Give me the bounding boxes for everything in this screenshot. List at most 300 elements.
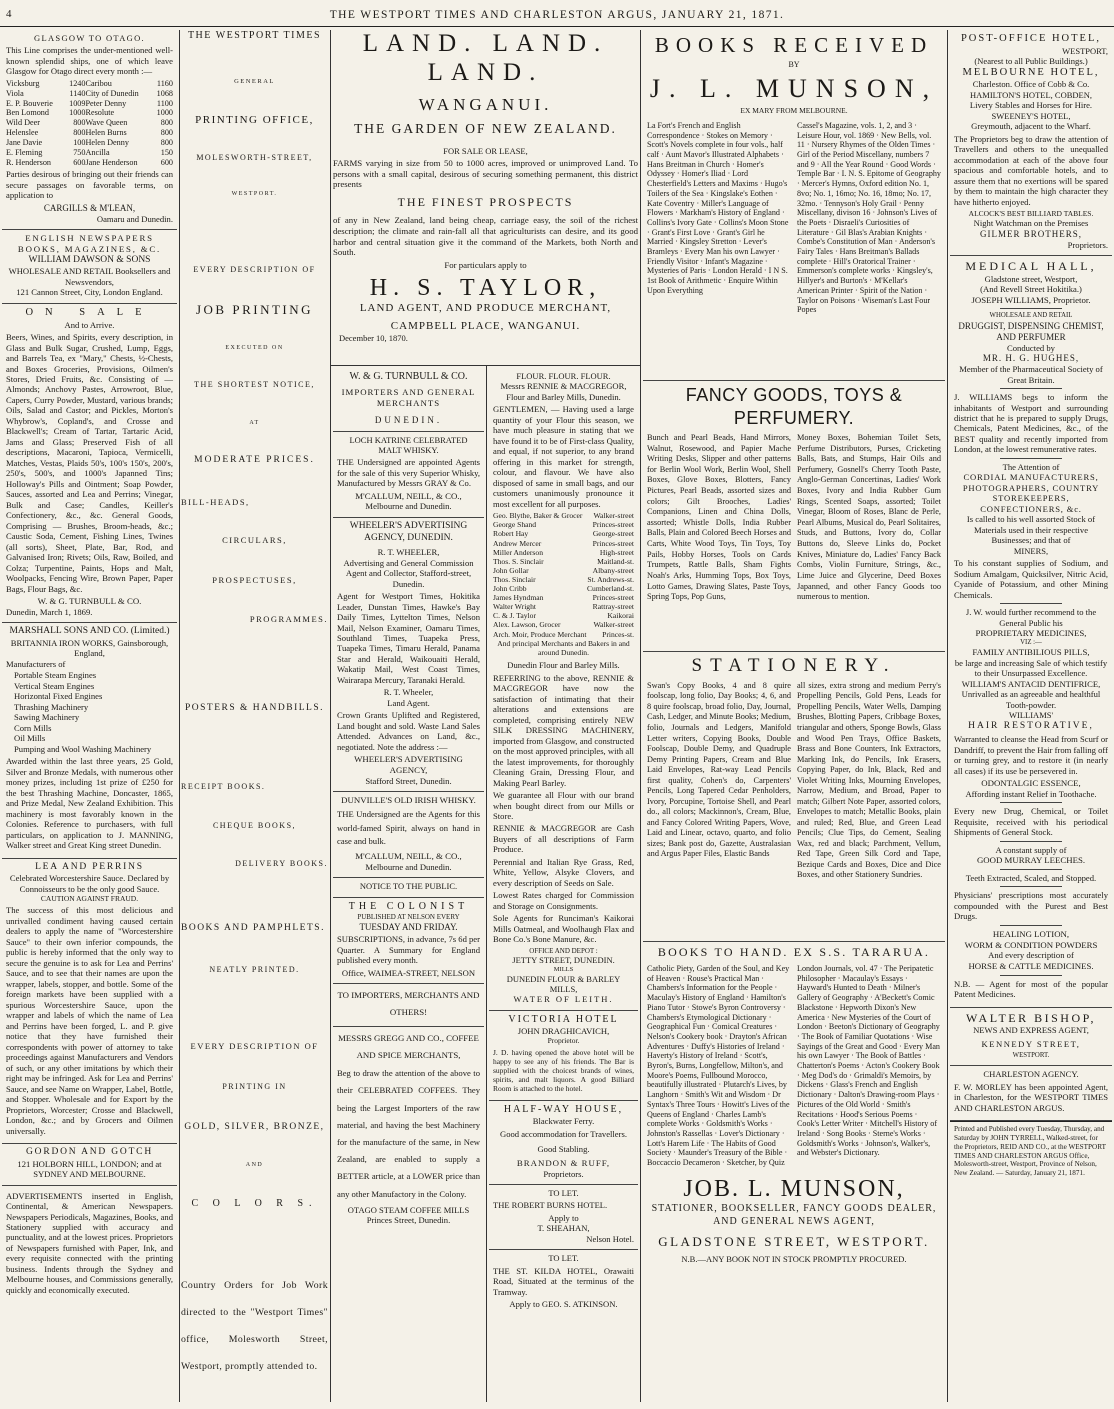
marshall-item: Thrashing Machinery [14, 701, 89, 712]
ship-name: Vicksburg [6, 78, 40, 88]
marshall-item: Portable Steam Engines [14, 670, 97, 681]
signatory-row [493, 520, 634, 529]
signatory-name: John Gollar [493, 565, 529, 575]
ship-name: Caribou [85, 78, 112, 88]
marshall-title: MARSHALL SONS AND CO. (Limited.) [9, 626, 170, 637]
marshall-item: Horizontal Fixed Engines [14, 691, 103, 702]
books-by: BY [788, 60, 800, 70]
signatory-name: Geo. Blythe, Baker & Grocer [493, 511, 583, 521]
ship-name: Helen Denny [85, 137, 129, 147]
land-body: of any in New Zealand, land being cheap, carriage easy, the soil of the richest description; the climate and rain-fall all that agriculturists can desire, and its good harbor and central situation give it the command of the Markets, both North and South. [333, 215, 638, 258]
wheeler-role2: Land Agent. [387, 697, 430, 708]
on-sale-sign: W. & G. TURNBULL & CO. [37, 596, 142, 607]
mh-horse: HORSE & CATTLE MEDICINES. [968, 960, 1094, 971]
signatory-name: Thos. S. Sinclair [493, 556, 544, 566]
stationery-left-text: Swan's Copy Books, 4 and 8 quire foolscap, long folio, Day Books; 4, 6, and 8 quire foolscap, broad folio, Day, Journal, Cash, Ledger, and Minute Books; Medium, folio, Journals and Ledgers, Manifold Letter writers, Copying Books, Double Foolscap, Double Demy, and Quadruple Demy Printing Papers, Cream and Blue Laid Envelopes, Rat-way Lead Pencils first quality, Cohen's do, Carpenters' Pencils, Long Tapered Cedar Penholders, Ivory, Porcupine, Tortoise Shell, and Pearl do., all colors; Mackinnon's, Cream, Blue, and Fancy Colored Writing Papers, Wove, Laid and Linear, octavo, quarto, and folio sizes; Bank post do, Gazette, Australasian and Argus Paper Files, Elastic Bands [647, 680, 791, 859]
mh-and: (And Revell Street Hokitika.) [980, 284, 1082, 295]
ship-row [6, 158, 173, 168]
lea-title: LEA AND PERRINS [35, 861, 144, 872]
ship-name: Wave Queen [85, 118, 128, 128]
wt-posters: POSTERS & HANDBILLS. [185, 703, 324, 713]
mh-sub: Gladstone street, Westport, [984, 273, 1078, 284]
victoria-name: JOHN DRAGHICAVICH, [517, 1025, 610, 1036]
wt-colors: C O L O R S. [191, 1198, 318, 1209]
signatory-name: Alex. Lawson, Grocer [493, 620, 561, 630]
bishop-town: WESTPORT. [1012, 1052, 1050, 1060]
gregg-place: Princes Street, Dunedin. [366, 1215, 451, 1226]
wt-street: MOLESWORTH-STREET, [196, 153, 313, 162]
ship-tonnage: 1100 [156, 98, 173, 108]
tolet1-body: THE ROBERT BURNS HOTEL. [493, 1200, 608, 1211]
importers-ad: TO IMPORTERS, MERCHANTS AND OTHERS! [333, 984, 484, 1026]
mh-pills-body: be large and increasing Sale of which testify to their Unsurpassed Excellence. [954, 657, 1108, 679]
bishop-street: KENNEDY STREET, [981, 1038, 1081, 1049]
wt-neatly: NEATLY PRINTED. [209, 965, 300, 974]
colonist-office: Office, WAIMEA-STREET, NELSON [341, 967, 476, 978]
tararua-role: STATIONER, BOOKSELLER, FANCY GOODS DEALER, AND GENERAL NEWS AGENT, [651, 1203, 937, 1227]
masthead-title: THE WESTPORT TIMES AND CHARLESTON ARGUS, JANUARY 21, 1871. [329, 9, 785, 21]
wheeler-body: Agent for Westport Times, Hokitika Leader, Dunstan Times, Hawke's Bay Daily Times, Lyttelton Times, Nelson Mail, Nelson Examiner, Oamaru Times, Southland Times, Tuapeka Press, Tuapeka Times, Timaru Herald, Panama Star and Herald, Waikouaiti Herald, Wakatip Mail, West Coast Times, Wairarapa Mercury, Taranaki Herald. [337, 591, 480, 685]
ship-name: Ancilla [85, 147, 110, 157]
adverts-body: ADVERTISEMENTS inserted in English, Continental, & American Newspapers. Newspapers Periodicals, Magazines, Books, and Stationery supplied with accuracy and punctuality, and at the lowest prices. Proprietors of Newspapers furnished with Paper, Ink, and every requisite connected with the printing business. Indents through the Sydney and Melbourne houses, and Commissions generally, quickly and economically executed. [6, 1190, 173, 1295]
books-right-list: Cassel's Magazine, vols. 1, 2, and 3 · Leisure Hour, vol. 1869 · New Bells, vol. 11 · Nursery Rhymes of the Olden Times · Girl of the Period Miscellany, numbers 7 and 9 · All the Year Round · Good Words · Temple Bar · I. N. S. Epitome of Geography · Mercer's Hymns, Oxford edition No. 1, 8vo; No. 1, 16mo; No. 16, 18mo; No. 17, 32mo. · Tennyson's Holy Grail · Penny Miscellany, divison 16 · Johnson's Lives of the Poets · Disraeli's Curiosities of Literature · Gil Blas's Arabian Knights · Combe's Constitution of Man · Anderson's Fairy Tales · Hans Breitman's Ballads complete · Hill's Oratorical Trainer · Emmerson's complete works · Kingsley's, Hillyer's and Burton's · M'Kellar's American Printer · Spirit of the Nation · Taylor on Poisons · Wiseman's Last Four Popes [797, 120, 941, 315]
ship-name: Ben Lomond [6, 108, 49, 118]
turnbull-town: DUNEDIN. [374, 414, 443, 425]
mh-leeches1: A constant supply of [995, 844, 1067, 855]
signatory-street: Walker-street [593, 620, 634, 630]
charleston-title: CHARLESTON AGENCY. [983, 1069, 1079, 1080]
on-sale-date: Dunedin, March 1, 1869. [6, 606, 93, 617]
loch-katrine-ad [333, 432, 484, 518]
mh-nb: N.B. — Agent for most of the popular Patent Medicines. [954, 978, 1108, 1000]
column-rule [179, 30, 180, 1402]
english-name: WILLIAM DAWSON & SONS [28, 254, 151, 265]
mh-name: JOSEPH WILLIAMS, Proprietor. [971, 294, 1091, 305]
signatory-row [493, 602, 634, 611]
bishop-title: WALTER BISHOP, [966, 1010, 1096, 1025]
halfway-body: Good accommodation for Travellers. Good Stabling. [500, 1128, 627, 1155]
signatory-name: C. & J. Taylor [493, 611, 536, 621]
on-sale-sub: And to Arrive. [64, 319, 115, 330]
english-sub: WHOLESALE AND RETAIL Booksellers and Newsvendors, [8, 266, 171, 287]
signatory-row [493, 630, 634, 639]
ship-tonnage: 1140 [69, 88, 86, 98]
flour-dunedin: DUNEDIN FLOUR & BARLEY MILLS, [506, 973, 621, 994]
wt-executed: EXECUTED ON [225, 345, 284, 351]
flour-body5: Perennial and Italian Rye Grass, Red, White, Yellow, Alsyke Clovers, and every description of Seeds on Sale. [493, 856, 634, 888]
po-town: WESTPORT, [1062, 45, 1108, 56]
glasgow-agent: CARGILLS & M'LEAN, [43, 202, 136, 213]
halfway-sub: Blackwater Ferry. [532, 1116, 595, 1127]
ship-name: Helen Burns [85, 128, 127, 138]
ship-tonnage: 800 [73, 128, 86, 138]
mh-new-drug: Every new Drug, Chemical, or Toilet Requisite, received with his periodical Shipments of General Stock. [954, 806, 1108, 838]
land-garden: THE GARDEN OF NEW ZEALAND. [354, 120, 617, 136]
marshall-list [6, 670, 173, 754]
marshall-manuf: Manufacturers of [6, 658, 66, 669]
signatory-street: Princes-street [592, 538, 634, 548]
wt-moderate: MODERATE PRICES. [194, 455, 315, 465]
ship-name: City of Dunedin [85, 88, 139, 98]
po-gilmer: GILMER BROTHERS, [979, 228, 1082, 239]
english-newspapers-ad [2, 230, 177, 303]
flour-office: OFFICE AND DEPOT : [529, 946, 598, 955]
fancy-right-text: Money Boxes, Bohemian Toilet Sets, Perfume Distributors, Purses, Cricketing Balls, Bats, and Stumps, Hair Oils and Perfumery, Gosnell's Cherry Tooth Paste, Anglo-German Concertinas, Ladies' Work Boxes, Ivory and India Rubber Gum Rings, Scented Soaps, assorted; Toilet Vinegar, Bloom of Roses, Blanc de Perle, Pearl Albums, Musical do, Pearl Solitaires, Studs, and Buttons, Ivory do, Collar Buttons do, Sleeve Links do, Pocket Knives, Miniature do, Ladies' Fancy Back Combs, Violin Furniture, Strings, &c., Lime Juice and Glycerine, Deed Boxes Japanned, and other Fancy Goods too numerous to mention. [797, 433, 941, 602]
column-3b [489, 368, 638, 1402]
ships-table [6, 79, 173, 168]
wheeler-body2: Crown Grants Uplifted and Registered, Land bought and sold. Waste Land Sales Attended. Advances on Land, &c., negotiated. Note the address :— [337, 710, 480, 752]
halfway-title: HALF-WAY HOUSE, [503, 1104, 624, 1116]
column-3a [333, 368, 484, 1402]
post-office-hotel-ad [950, 30, 1112, 256]
signatory-street: St. Andrews-st. [587, 574, 634, 584]
english-address: 121 Cannon Street, City, London England. [16, 287, 163, 298]
wt-printing-in: PRINTING IN [222, 1082, 287, 1091]
ship-tonnage: 600 [73, 157, 86, 167]
wt-general: GENERAL [234, 78, 275, 85]
flour-signatories [493, 511, 634, 639]
mh-dentifrice: WILLIAM'S ANTACID DENTIFRICE, Unrivalled as an agreeable and healthful Tooth-powder. [961, 678, 1101, 710]
imprint: Printed and Published every Tuesday, Thursday, and Saturday by JOHN TYRRELL, Walked-street, for the Proprietors, REID AND CO., at the WESTPORT TIMES AND CHARLESTON ARGUS Office, Molesworth-street, Westport, Province of Nelson, New Zealand. — Saturday, January 21, 1871. [950, 1121, 1112, 1183]
ship-name: E. Fleming [6, 147, 43, 157]
land-apply: For particulars apply to [444, 260, 527, 271]
wt-gold: GOLD, SILVER, BRONZE, [184, 1122, 325, 1132]
flour-title: FLOUR. FLOUR. FLOUR. [516, 371, 611, 381]
bishop-sub: NEWS AND EXPRESS AGENT, [973, 1025, 1089, 1036]
signatory-street: Kaikorai [607, 611, 634, 621]
ship-row [6, 79, 173, 89]
wt-printing-office: PRINTING OFFICE, [195, 114, 314, 126]
mh-odont: ODONTALGIC ESSENCE, [981, 778, 1081, 789]
ship-tonnage: 800 [160, 137, 173, 147]
victoria-role: Proprietor. [547, 1036, 580, 1046]
medical-hall-ad [950, 256, 1112, 1007]
wt-delivery: DELIVERY BOOKS. [235, 859, 328, 868]
ship-tonnage: 150 [160, 147, 173, 157]
glasgow-place: Oamaru and Dunedin. [96, 213, 173, 224]
tolet2-title: TO LET. [548, 1253, 579, 1264]
marshall-ad [2, 623, 177, 858]
books-received-ad [643, 30, 945, 381]
wt-shortest: THE SHORTEST NOTICE, [194, 380, 315, 389]
flour-leith: WATER OF LEITH. [513, 994, 614, 1005]
signatory-street: Walker-street [593, 511, 634, 521]
column-1 [2, 30, 177, 1402]
wt-books-pamphlets: BOOKS AND PAMPHLETS. [181, 923, 325, 933]
walter-bishop-ad [950, 1008, 1112, 1067]
lea-body: The success of this most delicious and unrivalled condiment having caused certain dealers to apply the name of "Worcestershire Sauce" to their own inferior compounds, the public is hereby informed that the only way to secure the genuine is to ask for Lea and Perrins' Sauce, and to see that their names are upon the wrapper, labels, stopper, and bottle. Some of the foreign markets have been supplied with a spurious Worcestershire Sauce, upon the wrapper and labels of which the name of Lea and Perrins have been forged, L. and P. give notice that they have furnished their correspondents with power of attorney to take proceedings against Manufacturers and Vendors of such, or any other imitations by which their right may be infringed. Ask for Lea and Perrins' Sauce, and see Name on Wrapper, Label, Bottle, and Stopper. Wholesale and for Export by the Proprietors, Worcester; Crosse and Blackwell, London, &c.; and by Grocers and Oilmen universally. [6, 905, 173, 1136]
tolet1-apply: Apply to [548, 1212, 579, 1223]
glasgow-footer: Parties desirous of bringing out their friends can secure passages on favorable terms, on application to [6, 169, 173, 201]
wt-job-printing: JOB PRINTING [195, 302, 314, 317]
inner-column-rule [486, 365, 487, 1402]
lea-sub: Celebrated Worcestershire Sauce. Declared by Connoisseurs to be the only good Sauce. [9, 873, 170, 894]
fancy-title: FANCY GOODS, TOYS & PERFUMERY. [685, 385, 903, 428]
mh-cordial: CORDIAL MANUFACTURERS, PHOTOGRAPHERS, COUNTRY STOREKEEPERS, CONFECTIONERS, &c. [962, 472, 1100, 514]
tararua-place: GLADSTONE STREET, WESTPORT. [658, 1233, 930, 1249]
ship-tonnage: 1000 [156, 108, 173, 118]
halfway-house-ad [489, 1101, 638, 1185]
po-melb: MELBOURNE HOTEL, [962, 66, 1100, 78]
tararua-left-list: Catholic Piety, Garden of the Soul, and Key of Heaven · Rouse's Practical Man · Chambers's Information for the People · Maculay's History of England · Hamilton's Piano Tutor · Stowe's Byron Controversy · Chambers's Etymological Dictionary · Geographical Fun · Comical Creatures · Nelson's Cookery book · Drayton's African Adventures · Duffy's Histories of Ireland · Haverty's History of Ireland · Scott's, Byron's, Burns, Longfellow, Milton's, and Moore's Poems, Fullbound Morocco, beautifully illustrated · Plutarch's Lives, by Langhorn · Smith's Wit and Wisdom · Dr Syntax's Three Tours · Howitt's Lives of the Queens of England · Charles Lamb's complete Works · Goldsmith's Works · Johnston's Rassellas · Lover's Dictionary · Lott's Harem Life · The Habits of Good Society · Maunder's Treasury of the Bible · Boccaccio Decameron · Sketcher, by Quiz [647, 964, 790, 1168]
land-date: December 10, 1870. [339, 333, 408, 344]
books-left-list: La Fort's French and English Correspondence · Stokes on Memory · Scott's Novels complete in four vols., half calf · Aunt Mavor's Illustrated Alphabets · Hans Breitman in Church · Homer's Odyssey · Homer's Iliad · Lord Chesterfield's Letters and Maxims · Hugo's Toilers of the Sea · Kingslake's Eothen · Kate Coventry · Miller's Language of Flowers · Markham's History of England · Collins's Ivory Gate · Collins's Moon Stone · Grant's First Love · Grant's Girl he Married · Kingsley Stretton · Lever's Bramleys · Every Man his own Lawyer · Friendly Visitor · Infant's Magazine · Mysteries of Paris · London Herald · I N S. 1st Book of Arithmetic · Enquire Within Upon Everything [647, 120, 789, 295]
tolet1-title: TO LET. [548, 1188, 579, 1199]
mh-teeth: Teeth Extracted, Scaled, and Stopped. [965, 872, 1097, 883]
signatory-row [493, 584, 634, 593]
flour-sub: Messrs RENNIE & MACGREGOR, Flour and Barley Mills, Dunedin. [500, 381, 627, 402]
mh-called: Is called to his well assorted Stock of Materials used in their respective Businesses; and that of [966, 514, 1096, 546]
ship-name: Jane Henderson [85, 157, 138, 167]
marshall-item: Pumping and Wool Washing Machinery [14, 743, 152, 754]
page-number: 4 [6, 8, 12, 20]
tolet2-apply: Apply to GEO. S. ATKINSON. [509, 1299, 618, 1309]
stationery-ad [643, 652, 945, 942]
marshall-item: Corn Mills [14, 722, 52, 733]
mh-body: J. WILLIAMS begs to inform the inhabitants of Westport and surrounding district that he is prepared to supply Drugs, Chemicals, Patent Medicines, &c., of the BEST quality and recently imported from London, at the lowest remunerative rates. [954, 392, 1108, 455]
column-6 [950, 30, 1112, 1402]
land-name: H. S. TAYLOR, [369, 274, 602, 301]
ship-tonnage: 1000 [69, 108, 86, 118]
ship-tonnage: 600 [160, 157, 173, 167]
column-rule [330, 30, 331, 1402]
mh-odont-body: Affording instant Relief in Toothache. [965, 788, 1097, 799]
signatory-name: George Shand [493, 520, 537, 530]
colonist-body: SUBSCRIPTIONS, in advance, 7s 6d per Quarter. A Summary for England published every month. [337, 934, 480, 966]
signatory-name: Arch. Moir, Produce Merchant [493, 629, 587, 639]
mh-member: Member of the Pharmaceutical Society of Great Britain. [959, 364, 1103, 385]
wt-programmes: PROGRAMMES. [249, 614, 328, 624]
ship-row [6, 118, 173, 128]
wt-country: Country Orders for Job Work directed to the "Westport Times" office, Molesworth Street, Westport, promptly attended to. [181, 1280, 328, 1372]
flour-mills2: MILLS [553, 965, 574, 973]
tolet1-place: Nelson Hotel. [586, 1233, 634, 1244]
signatory-street: George-street [592, 529, 634, 539]
dunville-title: DUNVILLE'S OLD IRISH WHISKY. [341, 795, 476, 806]
ship-tonnage: 100 [73, 137, 86, 147]
land-farms: FARMS varying in size from 50 to 1000 acres, improved or unimproved Land. To persons with a small capital, desirous of securing something permanent, this district presents [333, 157, 638, 190]
ship-name: Jane Davie [6, 137, 43, 147]
marshall-item: Vertical Steam Engines [14, 680, 95, 691]
tararua-right-list: London Journals, vol. 47 · The Peripatetic Philosopher · Macaulay's Essays · Hayward's Hunted to Death · Milner's Gallery of Geography · A'Beckett's Comic Blackstone · Hepworth Dixon's New America · New Mysteries of the Court of London · Beeton's Dictionary of Geography · The Book of Familiar Quotations · Wise Sayings of the Great and Good · Every Man his own Lawyer · The Book of Battles · Chatterton's Poems · Acton's Cookery Book · Meg Dod's do · Grimaldi's Memoirs, by Dickens · Glass's French and English Dictionary · Dalton's Drawing-room Plays · Pictures of the Old World · Smith's Recitations · Hood's Serious Poems · Cook's Letter Writer · Mitchell's History of Ireland · Song Books · Sterne's Works · Goldsmith's Works · Johnson's, Walker's, and Webster's Dictionary. [797, 964, 940, 1158]
gregg-ad [333, 1027, 484, 1231]
signatory-street: Cumberland-st. [586, 584, 634, 594]
land-finest: THE FINEST PROSPECTS [397, 195, 574, 210]
tararua-nb: N.B.—ANY BOOK NOT IN STOCK PROMPTLY PROCURED. [681, 1253, 907, 1264]
wheeler-title2: WHEELER'S ADVERTISING AGENCY, [354, 754, 463, 776]
on-sale-body: Beers, Wines, and Spirits, every description, in Glass and Bulk Sugar, Crushed, Lump, Eggs, and Barrels Tea, ex "Mary," Chests, ½-Chests, and Boxes Groceries, Provisions, Oilmen's Stores, Dried Fruits, &c. Consisting of — Almonds; Anchovy Pastes, Arrowroot, Blue, Capers, Curry Powder, Mustard, various brands; Oils, Salad and Castor; and Pickles, Morton's Whybrow's, Copland's, and Crosse and Blackwell's; Cream of Tartar, Tartaric Acid, Jams and Glass; Preserved Fish of all descriptions, Macaroni, Tapioca, Vermicelli, Matches, Vestas, Plaids 50's, 100's 150's, 200's, 250's, 500's, and 1000's Japanned Tins; Holloway's Pills and Ointment; Soap Powder, Sauces, assorted and Lea and Perrins; Vinegar, Bulk and Case; Candles, Keiller's Confectionery, &c., &c. General Goods, Comprising — Brushes, Broom-heads, &c.; Caustic Soda, Cement, Fishing Lines, Twines (all sorts), Sheet, Plate, Bar, Rod, and Galvanised Iron; Rivets; Oils, Raw, Boiled, and Colza; Turpentine, Paints, Hops and Malt, Woolpacks, Fencing Wire, Brown Paper, Paper Bags, Flour Bags, &c. [6, 332, 173, 594]
wt-title: THE WESTPORT TIMES [187, 30, 322, 41]
to-let-1-ad [489, 1185, 638, 1250]
po-sub: (Nearest to all Public Buildings.) [974, 56, 1088, 67]
ship-name: Wild Deer [6, 118, 40, 128]
po-role: Proprietors. [1067, 239, 1108, 250]
wt-cheque: CHEQUE BOOKS, [212, 821, 297, 830]
ship-name: Viola [6, 88, 24, 98]
ship-tonnage: 1009 [69, 98, 86, 108]
stationery-right-text: all sizes, extra strong and medium Perry's Propelling Pencils, Gold Pens, Leads for Propelling Pencils, Water Wells, Damping Brushes, Blotting Papers, Cribbage Boxes, triangular and others, Sponge Bowls, Glass and Wood Pen Trays, Office Baskets, Brass and Bone Counters, Ink Extractors, Marking Ink, do Pencils, Ink Erasers, Copying Paper, do Ink, Black, Red and Violet Writing Inks, Mourning Envelopes, Narrow, Medium, and Broad, Paper to match; Gilbert Note Paper, assorted colors, Envelopes to match; Metallic Books, plain and ruled; Red, Blue, and Green Lead Pencils; Clue Tips, do Cement, Sealing Wax, red and black; Parchment, Vellum, Red Tape, Green Silk Cord and Tape, Bezique Cards and Boxes, Dice and Dice Boxes, and other Stationery Sundries. [797, 680, 941, 880]
po-sweeney-sub: Greymouth, adjacent to the Wharf. [971, 121, 1091, 132]
dunville-sign: M'CALLUM, NEILL, & CO., [355, 851, 462, 862]
colonist-sub: PUBLISHED AT NELSON EVERY [357, 912, 460, 921]
tararua-ad [643, 942, 945, 1269]
mh-healing: HEALING LOTION, [992, 928, 1070, 939]
wt-circulars: CIRCULARS, [222, 535, 287, 545]
colonist-title: THE COLONIST [348, 900, 469, 912]
column-2 [181, 30, 328, 1402]
printing-office-ad [181, 30, 328, 1402]
mh-wr: WHOLESALE AND RETAIL [989, 312, 1073, 320]
advertisements-ad [2, 1186, 177, 1303]
signatory-name: Andrew Mercer [493, 538, 542, 548]
ship-name: Peter Denny [85, 98, 127, 108]
signatory-row [493, 611, 634, 620]
english-title: ENGLISH NEWSPAPERS BOOKS, MAGAZINES, &C. [17, 233, 162, 255]
signatory-row [493, 548, 634, 557]
wt-at: AT [249, 420, 260, 426]
wheeler-name2: R. T. Wheeler, [383, 687, 434, 698]
dunville-ad [333, 792, 484, 878]
po-title: POST-OFFICE HOTEL, [960, 33, 1102, 44]
mh-title: MEDICAL HALL, [965, 259, 1097, 274]
ship-name: Resolute [85, 108, 115, 118]
signatory-street: Maitland-st. [597, 556, 634, 566]
signatory-street: Princes-street [592, 520, 634, 530]
books-name: J. L. MUNSON, [649, 73, 939, 103]
signatory-row [493, 557, 634, 566]
colonist-days: TUESDAY AND FRIDAY. [359, 921, 458, 932]
turnbull-title: W. & G. TURNBULL & CO. [349, 371, 468, 382]
signatory-row [493, 529, 634, 538]
po-melb-sub: Charleston. Office of Cobb & Co. [972, 79, 1090, 90]
signatory-name: Robert Hay [493, 529, 529, 539]
glasgow-body: This Line comprises the under-mentioned well-known splendid ships, one of which leave Glasgow for Otago direct every month :— [6, 45, 173, 77]
wt-town: WESTPORT. [231, 191, 278, 197]
po-hamilton: HAMILTON'S HOTEL, COBDEN, [970, 89, 1092, 100]
land-place: CAMPBELL PLACE, WANGANUI. [390, 319, 581, 332]
on-sale-ad [2, 304, 177, 624]
mh-proprietary: PROPRIETARY MEDICINES, [975, 628, 1087, 639]
tolet2-body: THE ST. KILDA HOTEL, Orawaiti Road, Situated at the terminus of the Tramway. [493, 1265, 634, 1297]
wt-and: AND [245, 1162, 264, 1168]
mh-every: And every description of [988, 950, 1074, 961]
land-title: LAND. LAND. LAND. [362, 30, 609, 86]
flour-body2: REFERRING to the above, RENNIE & MACGREGOR have now the satisfaction of intimating that their alterations and extensions are completed, comprising entirely NEW SILK DRESSING MACHINERY, imported from Glasgow, and constructed on the most approved principles, with all the latest improvements, for thoroughly Cleaning Grain, Dressing Flour, and Making Pearl Barley. [493, 672, 634, 788]
gordon-address: 121 HOLBORN HILL, LONDON; and at SYDNEY AND MELBOURNE. [17, 1158, 162, 1180]
tararua-title: BOOKS TO HAND. EX S.S. TARARUA. [657, 945, 931, 959]
mh-miners: MINERS, [1013, 545, 1049, 556]
wt-every2: EVERY DESCRIPTION OF [190, 1041, 319, 1051]
books-sub: EX MARY FROM MELBOURNE. [740, 105, 848, 115]
halfway-name: BRANDON & RUFF, [516, 1157, 611, 1168]
wt-billheads: BILL-HEADS, [181, 497, 250, 507]
flour-body4: RENNIE & MACGREGOR are Cash Buyers of all descriptions of Farm Produce. [493, 823, 634, 855]
mh-conducted: Conducted by [1007, 342, 1055, 353]
ship-name: R. Henderson [6, 157, 52, 167]
po-alcock: ALCOCK'S BEST BILLIARD TABLES. [968, 209, 1094, 218]
signatory-street: Princes-street [592, 593, 634, 603]
signatory-street: Princes-st. [602, 629, 634, 639]
mh-worm: WORM & CONDITION POWDERS [964, 939, 1098, 950]
gordon-gotch-ad [2, 1144, 177, 1186]
masthead [0, 6, 1114, 27]
ship-name: Helenslee [6, 128, 39, 138]
loch-title: LOCH KATRINE CELEBRATED MALT WHISKY. [349, 434, 468, 455]
ship-row [6, 138, 173, 148]
signatory-name: Walter Wright [493, 602, 537, 612]
wheeler-ad [333, 518, 484, 792]
signatory-row [493, 575, 634, 584]
tararua-name: JOB. L. MUNSON, [683, 1175, 905, 1202]
wheeler-title: WHEELER'S ADVERTISING AGENCY, DUNEDIN. [349, 520, 468, 543]
ship-name: E. P. Bouverie [6, 98, 53, 108]
land-ad [333, 30, 638, 360]
ship-tonnage: 1068 [156, 88, 173, 98]
ship-tonnage: 1240 [69, 78, 86, 88]
ship-row [6, 148, 173, 158]
mh-viz: VIZ :— [1020, 638, 1042, 646]
ship-tonnage: 800 [160, 118, 173, 128]
lea-perrins-ad [2, 859, 177, 1144]
mh-druggist: DRUGGIST, DISPENSING CHEMIST, AND PERFUMER [958, 320, 1104, 342]
signatory-row [493, 593, 634, 602]
signatory-row [493, 566, 634, 575]
marshall-item: Sawing Machinery [14, 712, 80, 723]
glasgow-ad [2, 30, 177, 230]
wheeler-role: Advertising and General Commission Agent and Collector, Stafford-street, Dunedin. [343, 557, 474, 589]
victoria-title: VICTORIA HOTEL [508, 1013, 619, 1025]
wheeler-place: Stafford Street, Dunedin. [365, 775, 452, 786]
mh-attention: The Attention of [1002, 461, 1060, 472]
notice-ad: NOTICE TO THE PUBLIC. [333, 878, 484, 897]
column-rule [640, 30, 641, 1402]
flour-body3: We guarantee all Flour with our brand when bought direct from our Mills or Store. [493, 790, 634, 821]
dunville-place: Melbourne and Dunedin. [365, 861, 452, 872]
signatory-street: Rattray-street [592, 602, 634, 612]
wt-prospectuses: PROSPECTUSES, [212, 575, 297, 585]
marshall-item: Oil Mills [14, 733, 46, 744]
mh-phys: Physicians' prescriptions most accurately compounded with the Purest and Best Drugs. [954, 890, 1108, 922]
wt-receipt: RECEIPT BOOKS. [181, 782, 266, 791]
loch-sign: M'CALLUM, NEILL, & CO., [355, 490, 462, 501]
mh-leeches: GOOD MURRAY LEECHES. [976, 855, 1086, 866]
signatory-name: Thos. Sinclair [493, 574, 536, 584]
column-rule [947, 30, 948, 1402]
ship-tonnage: 750 [73, 147, 86, 157]
colonist-ad [333, 898, 484, 985]
flour-body: GENTLEMEN, — Having used a large quantity of your Flour this season, we have much pleasure in stating that we have found it to be of First-class Quality, and equal, if not superior, to any brand offering in this market for strength, colour, and flavour. We have also disposed of same in small bags, and our customers unanimously pronounce it most excellent for all purposes. [493, 404, 634, 509]
signatory-name: John Cribb [493, 584, 527, 594]
flour-body7: Sole Agents for Runciman's Kaikorai Mills Oatmeal, and Woolhaugh Flax and Bone Co.'s Bone Manure, &c. [493, 913, 634, 945]
mh-miners-body: To his constant supplies of Sodium, and Sodium Amalgam, Quicksilver, Nitric Acid, Cyanide of Potassium, and other Mining Chemicals. [954, 558, 1108, 600]
signatory-name: James Hyndman [493, 593, 544, 603]
marshall-body: Awarded within the last three years, 25 Gold, Silver and Bronze Medals, with numerous other money prizes, including 1st prize of £250 for the best Thrashing Machine, Doncaster, 1865, and Prize Medal, New Zealand Exhibition. This machinery is most favorably known in the Colonies. Reference to purchasers, with full particulars, on application to J. MANNING, Walker street and Great King street Dunedin. [6, 756, 173, 851]
halfway-role: Proprietors. [543, 1168, 584, 1179]
land-role: LAND AGENT, AND PRODUCE MERCHANT, [359, 302, 612, 315]
dunville-body: THE Undersigned are the Agents for this world-famed Spirit, always on hand in case and bulk. [337, 808, 480, 847]
signatory-row [493, 620, 634, 629]
ship-tonnage: 1160 [156, 78, 173, 88]
turnbull-sub: IMPORTERS AND GENERAL MERCHANTS [341, 387, 476, 408]
po-night: Night Watchman on the Premises [973, 218, 1089, 229]
tolet1-name: T. SHEAHAN, [537, 1223, 590, 1234]
mh-hair-body: Warranted to cleanse the Head from Scurf or Dandriff, to prevent the Hair from falling off or turning grey, and to restore it (in nearly all cases) if its use be persevered in. [954, 734, 1108, 776]
loch-place: Melbourne and Dunedin. [365, 501, 452, 512]
gordon-title: GORDON AND GOTCH [26, 1146, 153, 1157]
mh-recommend: J. W. would further recommend to the General Public his [965, 607, 1097, 628]
victoria-hotel-ad [489, 1011, 638, 1102]
turnbull-ad [333, 368, 484, 432]
